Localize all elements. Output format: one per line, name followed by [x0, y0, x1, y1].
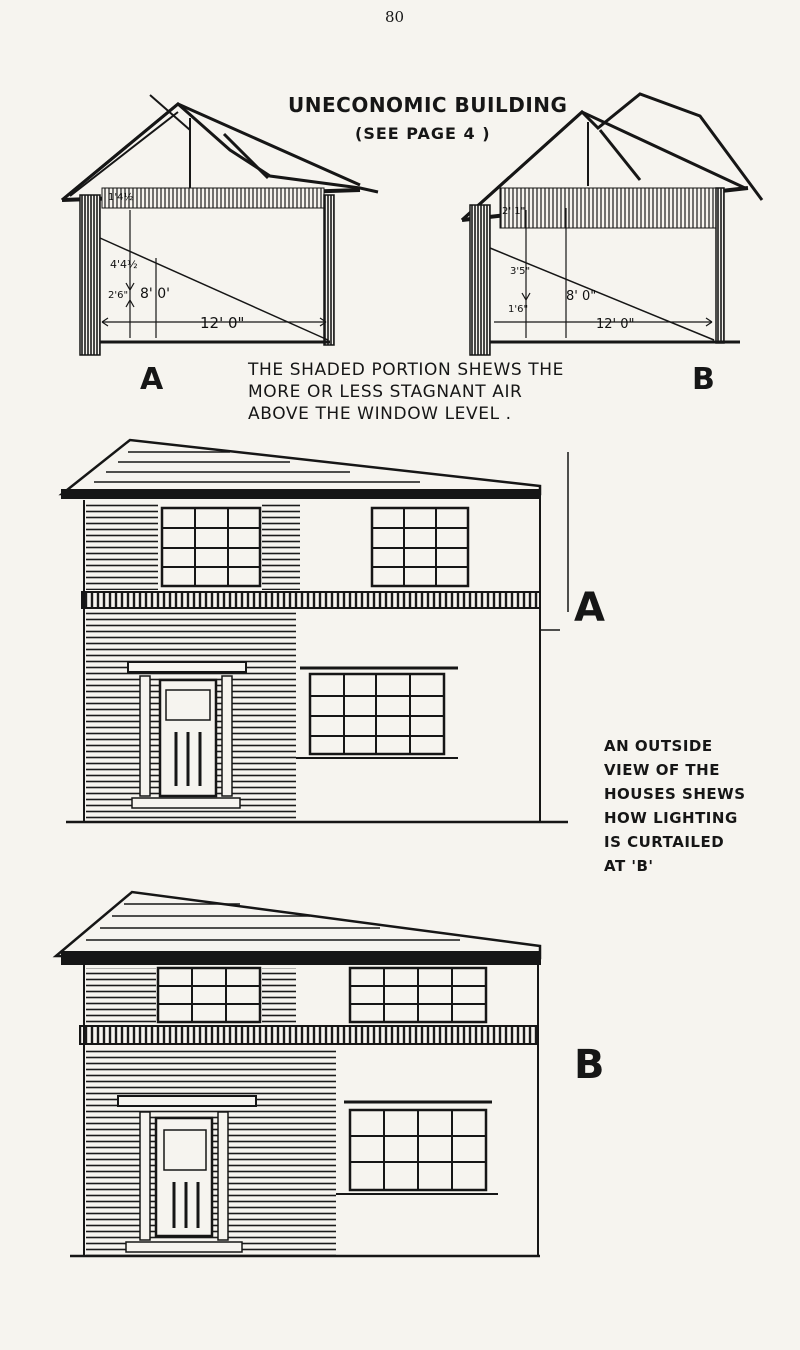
elevation-a-label: A	[574, 585, 605, 631]
page-number: 80	[385, 8, 405, 26]
caption-line: MORE OR LESS STAGNANT AIR	[248, 382, 523, 402]
note-line: IS CURTAILED	[604, 833, 725, 851]
section-b-dim-lower: 1'6"	[508, 304, 529, 315]
section-b-dim-height: 8' 0"	[566, 289, 597, 304]
caption-line: ABOVE THE WINDOW LEVEL .	[248, 404, 512, 424]
section-b-shaded-air	[500, 188, 716, 228]
section-b-dim-mid: 3'5"	[510, 266, 531, 277]
section-a-dim-lower: 2'6"	[108, 290, 129, 301]
section-a-shaded-air	[102, 188, 324, 208]
section-a-left-wall	[80, 195, 100, 355]
figure-title: UNECONOMIC BUILDING	[288, 93, 568, 117]
section-b-drawing	[462, 94, 762, 355]
elevation-a-balcony-rail	[82, 592, 540, 608]
note-line: HOW LIGHTING	[604, 809, 738, 827]
section-a-roof	[62, 104, 378, 200]
elevation-a-drawing	[62, 440, 568, 822]
elevation-b-balcony-rail	[80, 1026, 538, 1044]
section-a-dim-top: 1'4½	[108, 192, 134, 203]
elevation-b-roof	[56, 892, 540, 958]
section-b-right-wall	[716, 188, 724, 343]
section-a-label: A	[140, 362, 164, 397]
section-b-dim-top: 2' 1"	[502, 206, 526, 217]
elevation-b-label: B	[574, 1042, 605, 1088]
section-a-dim-height: 8' 0'	[140, 286, 170, 302]
note-line: VIEW OF THE	[604, 761, 720, 779]
section-b-dim-width: 12' 0"	[596, 317, 635, 332]
elevation-a-upper-siding	[86, 502, 158, 590]
section-a-dim-mid: 4'4½	[110, 258, 138, 271]
elevation-b-drawing	[56, 892, 540, 1256]
note-line: AN OUTSIDE	[604, 737, 713, 755]
section-b-left-wall	[470, 205, 490, 355]
section-b-label: B	[692, 362, 715, 397]
elevation-a-roof	[62, 440, 540, 494]
elevation-b-upper-siding	[86, 968, 156, 1024]
caption-line: THE SHADED PORTION SHEWS THE	[248, 360, 564, 380]
note-line: AT 'B'	[604, 857, 654, 875]
figure-subtitle: (SEE PAGE 4 )	[355, 124, 491, 143]
note-line: HOUSES SHEWS	[604, 785, 746, 803]
elevation-b-upper-window-left	[158, 968, 260, 1022]
section-a-dim-width: 12' 0"	[200, 314, 245, 332]
